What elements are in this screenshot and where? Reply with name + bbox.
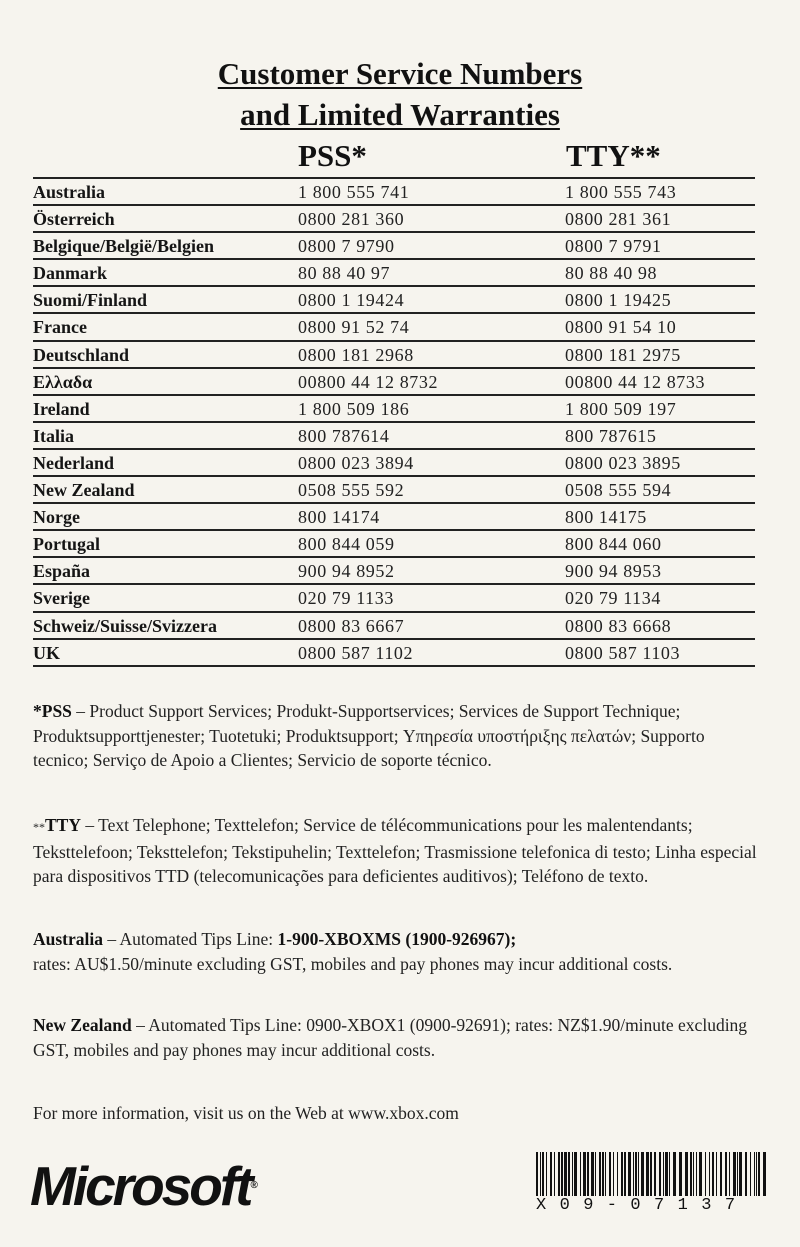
table-row	[33, 448, 755, 475]
page-title-line-1: Customer Service Numbers	[217, 56, 583, 91]
table-row	[33, 204, 755, 231]
table-row	[33, 312, 755, 339]
australia-tips-text: – Automated Tips Line:	[103, 929, 278, 949]
pss-number: 0800 023 3894	[298, 452, 414, 473]
pss-footnote	[33, 699, 763, 773]
pss-number: 0800 1 19424	[298, 290, 405, 311]
table-row	[33, 421, 755, 448]
country-name: Österreich	[33, 209, 115, 230]
tty-footnote	[33, 813, 763, 889]
tty-number: 0800 91 54 10	[565, 317, 677, 338]
australia-tips-number: 1-900-XBOXMS (1900-926967);	[277, 929, 517, 949]
microsoft-logo	[30, 1156, 258, 1216]
microsoft-logo-text: Microsoft	[30, 1155, 251, 1217]
pss-number: 800 14174	[298, 507, 380, 528]
country-name: España	[33, 561, 91, 582]
pss-number: 0800 587 1102	[298, 642, 414, 663]
pss-column-header: PSS*	[298, 138, 367, 173]
tty-number: 0800 1 19425	[565, 290, 672, 311]
barcode-number: X09-07137	[536, 1196, 749, 1215]
country-name: Deutschland	[33, 344, 130, 365]
pss-footnote-label: *PSS	[33, 701, 72, 721]
country-name: UK	[33, 642, 60, 663]
country-name: Danmark	[33, 263, 108, 284]
tty-number: 020 79 1134	[565, 588, 661, 609]
registered-mark: ®	[250, 1180, 258, 1191]
country-name: Australia	[33, 182, 105, 202]
table-row	[33, 258, 755, 285]
australia-tips-label: Australia	[33, 929, 103, 949]
tty-number: 0800 83 6668	[565, 615, 672, 636]
tty-number: 0800 023 3895	[565, 452, 681, 473]
tty-number: 1 800 509 197	[565, 398, 677, 419]
tty-number: 0800 7 9791	[565, 236, 662, 257]
country-name: Portugal	[33, 534, 100, 555]
pss-number: 0800 91 52 74	[298, 317, 410, 338]
tty-number: 800 14175	[565, 507, 647, 528]
table-row	[33, 231, 755, 258]
table-row	[33, 502, 755, 529]
new-zealand-tips-line	[33, 1013, 763, 1062]
pss-number: 0800 181 2968	[298, 344, 414, 365]
tty-column-header: TTY**	[566, 138, 661, 173]
tty-number: 900 94 8953	[565, 561, 662, 582]
australia-tips-line	[33, 927, 763, 976]
pss-number: 0800 83 6667	[298, 615, 405, 636]
pss-number: 800 844 059	[298, 534, 395, 555]
web-info: For more information, visit us on the Web at www.xbox.com	[33, 1103, 459, 1123]
country-name: Nederland	[33, 452, 114, 473]
table-row	[33, 394, 755, 421]
table-row	[33, 177, 755, 204]
table-row	[33, 611, 755, 638]
tty-number: 800 844 060	[565, 534, 662, 555]
page-title-line-2: and Limited Warranties	[240, 97, 560, 132]
tty-number: 00800 44 12 8733	[565, 371, 706, 392]
tty-footnote-text: – Text Telephone; Texttelefon; Service de télécommunications pour les malentendants; Teksttelefoon; Teksttelefon; Tekstipuhelin; Texttelefon; Trasmissione telefonica di testo; Linha especial para dispositivos TTD (telecomunicações para deficientes auditivos); Teléfono de texto.	[33, 815, 757, 886]
table-row	[33, 583, 755, 610]
tty-footnote-label: TTY	[45, 815, 81, 835]
country-name: Italia	[33, 425, 75, 446]
australia-tips-rates: rates: AU$1.50/minute excluding GST, mobiles and pay phones may incur additional costs.	[33, 953, 673, 974]
pss-number: 0800 281 360	[298, 209, 405, 230]
pss-number: 1 800 555 741	[298, 182, 410, 202]
pss-number: 0508 555 592	[298, 480, 405, 501]
tty-number: 0800 281 361	[565, 209, 672, 230]
country-name: Belgique/België/Belgien	[33, 236, 214, 257]
tty-number: 1 800 555 743	[565, 182, 677, 202]
tty-footnote-stars: **	[33, 820, 45, 834]
pss-number: 80 88 40 97	[298, 263, 391, 284]
table-row	[33, 529, 755, 556]
pss-number: 020 79 1133	[298, 588, 394, 609]
pss-number: 1 800 509 186	[298, 398, 410, 419]
table-row	[33, 367, 755, 394]
country-name: Schweiz/Suisse/Svizzera	[33, 615, 217, 636]
pss-number: 900 94 8952	[298, 561, 395, 582]
pss-number: 0800 7 9790	[298, 236, 395, 257]
pss-footnote-text: – Product Support Services; Produkt-Supportservices; Services de Support Technique; Produktsupporttjenester; Tuotetuki; Produktsupport; Υπηρεσία υποστήριξης πελατών; Supporto tecnico; Serviço de Apoio a Clientes; Servicio de soporte técnico.	[33, 701, 705, 770]
table-row	[33, 556, 755, 583]
tty-number: 0800 181 2975	[565, 344, 681, 365]
country-name: Ireland	[33, 398, 90, 419]
tty-number: 80 88 40 98	[565, 263, 658, 284]
table-row	[33, 638, 755, 667]
table-row	[33, 475, 755, 502]
country-name: Suomi/Finland	[33, 290, 148, 311]
country-name: France	[33, 317, 87, 338]
tty-number: 0508 555 594	[565, 480, 672, 501]
tty-number: 800 787615	[565, 425, 657, 446]
pss-number: 800 787614	[298, 425, 390, 446]
new-zealand-tips-label: New Zealand	[33, 1015, 132, 1035]
tty-number: 0800 587 1103	[565, 642, 681, 663]
new-zealand-tips-text: – Automated Tips Line: 0900-XBOX1 (0900-92691); rates: NZ$1.90/minute excluding GST, mobiles and pay phones may incur additional costs.	[33, 1015, 748, 1060]
country-name: New Zealand	[33, 480, 135, 501]
country-name: Sverige	[33, 588, 90, 609]
pss-number: 00800 44 12 8732	[298, 371, 439, 392]
country-name: Ελλαδα	[33, 371, 93, 392]
table-row	[33, 340, 755, 367]
service-numbers-table	[33, 177, 755, 667]
country-name: Norge	[33, 507, 80, 528]
table-row	[33, 285, 755, 312]
